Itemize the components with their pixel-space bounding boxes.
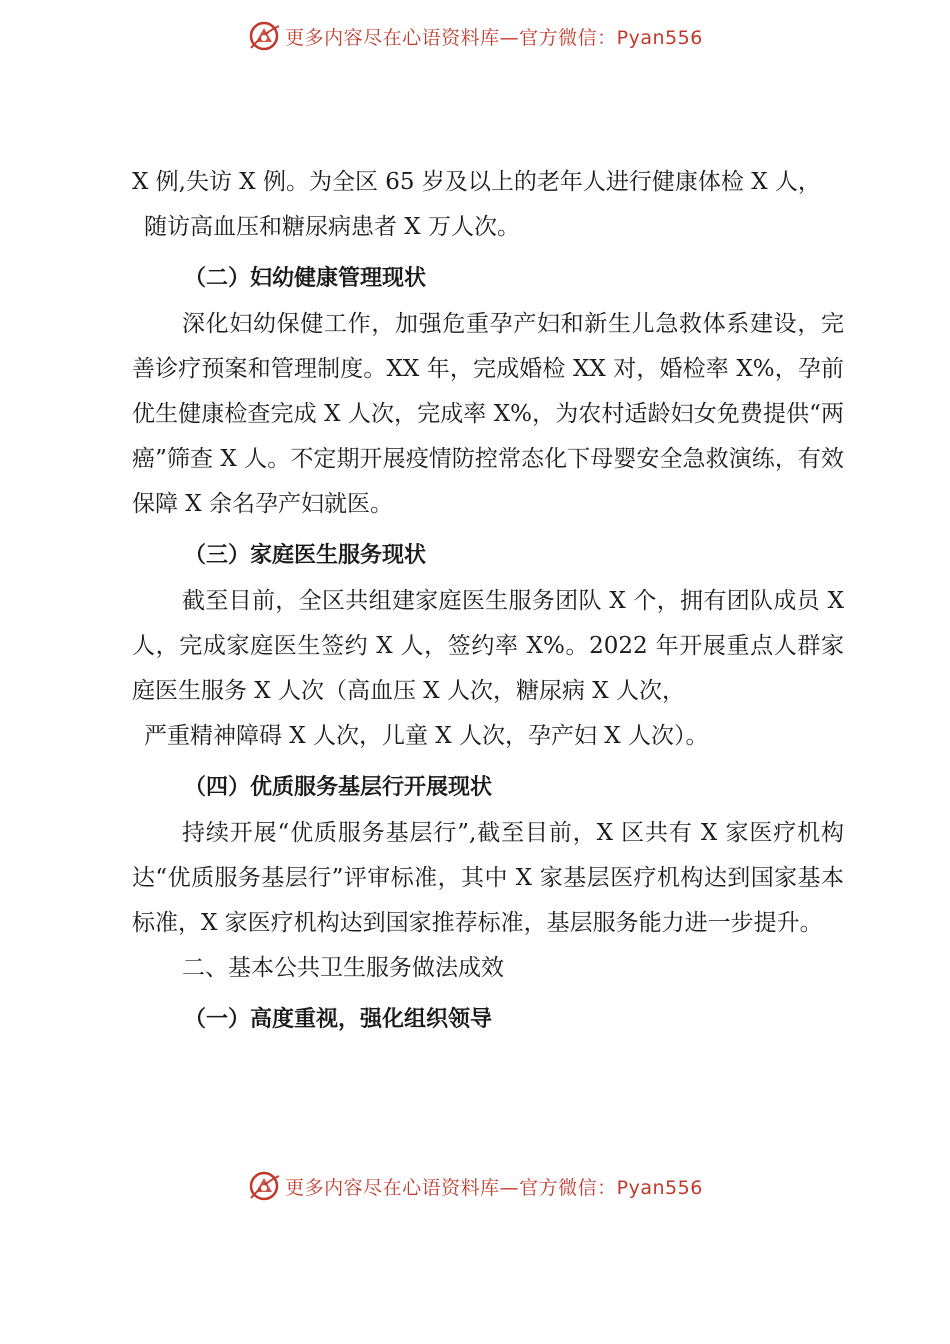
brand-logo-icon	[247, 1168, 283, 1204]
document-body	[132, 160, 844, 1043]
paragraph-family-doctor: 截至目前，全区共组建家庭医生服务团队 X 个，拥有团队成员 X 人，完成家庭医生签约 X 人，签约率 X%。2022 年开展重点人群家庭医生服务 X 人次（高血压 X 人次，糖尿病 X 人次，	[132, 588, 844, 704]
banner-text: 更多内容尽在心语资料库—官方微信：Pyan556	[285, 1176, 703, 1199]
paragraph-family-doctor-cont: 严重精神障碍 X 人次，儿童 X 人次，孕产妇 X 人次）。	[144, 723, 709, 749]
header-banner	[0, 16, 950, 56]
paragraph-maternal-child-health: 深化妇幼保健工作，加强危重孕产妇和新生儿急救体系建设，完善诊疗预案和管理制度。XX 年，完成婚检 XX 对，婚检率 X%，孕前优生健康检查完成 X 人次，完成率 X%，为农村适龄妇女免费提供“两癌”筛查 X 人。不定期开展疫情防控常态化下母婴安全急救演练，有效保障 X 余名孕产妇就医。	[132, 311, 845, 517]
heading-quality-service: （四）优质服务基层行开展现状	[184, 775, 493, 800]
heading-maternal-child-health: （二）妇幼健康管理现状	[184, 266, 427, 291]
brand-logo-icon	[247, 18, 283, 54]
banner-text: 更多内容尽在心语资料库—官方微信：Pyan556	[285, 26, 703, 49]
paragraph-continued: X 例,失访 X 例。为全区 65 岁及以上的老年人进行健康体检 X 人，	[132, 169, 821, 195]
section-heading-2: 二、基本公共卫生服务做法成效	[182, 955, 504, 981]
paragraph-continued-line: 随访高血压和糖尿病患者 X 万人次。	[144, 214, 520, 240]
footer-banner	[0, 1166, 950, 1206]
paragraph-quality-service: 持续开展“优质服务基层行”,截至目前，X 区共有 X 家医疗机构达“优质服务基层行”评审标准，其中 X 家基层医疗机构达到国家基本标准，X 家医疗机构达到国家推荐标准，基层服务能力进一步提升。	[132, 820, 844, 936]
heading-family-doctor: （三）家庭医生服务现状	[184, 543, 427, 568]
heading-organization: （一）高度重视，强化组织领导	[184, 1007, 493, 1032]
